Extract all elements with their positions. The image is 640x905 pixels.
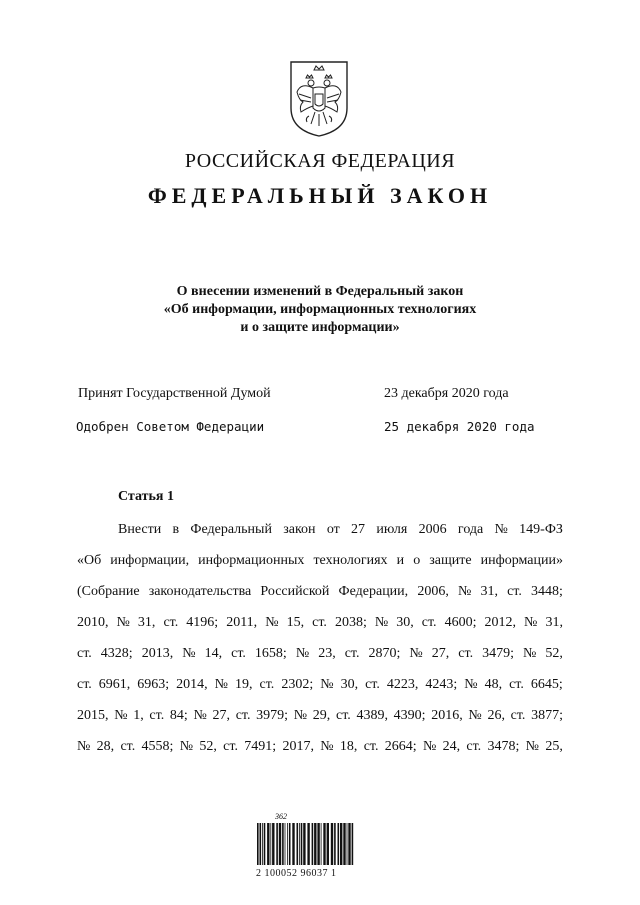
- article-word: информационных: [198, 553, 305, 568]
- article-word: 6963;: [137, 677, 170, 692]
- article-word: 2038;: [334, 615, 367, 630]
- article-word: ст.: [507, 584, 522, 599]
- article-word: 27,: [431, 646, 450, 661]
- barcode-bar: [292, 823, 294, 865]
- article-word: ст.: [421, 615, 437, 630]
- article-word: 2664;: [384, 739, 417, 754]
- article-word: года: [457, 522, 484, 537]
- article-word: №: [179, 739, 194, 754]
- article-word: ст.: [77, 646, 92, 661]
- article-word: 31,: [137, 615, 156, 630]
- barcode-bar: [282, 823, 284, 865]
- article-word: №: [468, 708, 482, 723]
- article-word: ст.: [363, 739, 379, 754]
- article-word: ст.: [458, 646, 474, 661]
- article-text-line: [77, 737, 563, 768]
- article-word: 2014,: [176, 677, 208, 692]
- barcode-bar: [323, 823, 325, 865]
- article-word: 52,: [199, 739, 217, 754]
- article-word: №: [114, 708, 128, 723]
- article-word: 15,: [286, 615, 305, 630]
- barcode-bar: [321, 823, 322, 865]
- article-word: ст.: [510, 708, 526, 723]
- article-word: в: [172, 522, 180, 537]
- article-word: июля: [376, 522, 408, 537]
- barcode-bar: [317, 823, 319, 865]
- article-word: 30,: [340, 677, 359, 692]
- barcode-bar: [338, 823, 340, 865]
- article-word: 31,: [480, 584, 498, 599]
- article-word: 4328;: [100, 646, 133, 661]
- article-word: о: [413, 553, 421, 568]
- article-word: 29,: [312, 708, 331, 723]
- article-word: ст.: [509, 677, 524, 692]
- article-word: защите: [429, 553, 472, 568]
- article-word: №: [525, 739, 540, 754]
- barcode-bar: [287, 823, 288, 865]
- barcode-bar: [299, 823, 300, 865]
- country-heading: РОССИЙСКАЯ ФЕДЕРАЦИЯ: [184, 150, 456, 172]
- article-word: информации,: [110, 553, 190, 568]
- barcode-bar: [267, 823, 269, 865]
- article-word: ст.: [149, 708, 165, 723]
- article-word: технологиях: [313, 553, 388, 568]
- article-word: «Об: [77, 553, 102, 568]
- article-word: 2011,: [226, 615, 258, 630]
- article-word: 2017,: [282, 739, 314, 754]
- article-text-line: [77, 520, 563, 551]
- article-word: 19,: [235, 677, 253, 692]
- article-word: №: [320, 677, 334, 692]
- article-word: 27: [351, 522, 366, 537]
- article-text-line: [77, 644, 563, 675]
- barcode-bar: [257, 823, 259, 865]
- article-text-line: [77, 613, 563, 644]
- article-word: 84;: [169, 708, 188, 723]
- subject-line: «Об информации, информационных технологиях: [163, 302, 477, 317]
- barcode-bar: [289, 823, 291, 865]
- barcode-bar: [347, 823, 348, 865]
- article-word: и: [396, 553, 405, 568]
- article-text-line: [77, 551, 563, 582]
- article-word: 23,: [318, 646, 336, 661]
- barcode-icon: [256, 823, 356, 865]
- article-word: ст.: [365, 677, 380, 692]
- article-word: от: [326, 522, 340, 537]
- article-word: Внести: [118, 522, 162, 537]
- article-word: Российской: [260, 584, 330, 599]
- article-word: 26,: [487, 708, 505, 723]
- article-word: информации»: [480, 553, 563, 568]
- article-word: ст.: [77, 677, 92, 692]
- article-word: №: [422, 739, 437, 754]
- article-word: №: [214, 677, 229, 692]
- article-word: 3479;: [482, 646, 514, 661]
- article-word: 4558;: [141, 739, 174, 754]
- barcode-bar: [331, 823, 333, 865]
- article-word: ст.: [312, 615, 327, 630]
- law-subject: [0, 283, 640, 337]
- article-word: 4389,: [356, 708, 388, 723]
- article-word: Федеральный: [190, 522, 272, 537]
- article-word: ст.: [120, 739, 136, 754]
- article-word: 3877;: [531, 708, 563, 723]
- article-body: [77, 520, 563, 768]
- article-word: 2302;: [281, 677, 314, 692]
- article-word: 30,: [396, 615, 414, 630]
- barcode-bar: [352, 823, 354, 865]
- article-word: 14,: [204, 646, 223, 661]
- barcode-bar: [340, 823, 342, 865]
- article-word: 2006: [418, 522, 447, 537]
- article-word: 2013,: [141, 646, 174, 661]
- article-word: №: [464, 677, 478, 692]
- article-word: 2016,: [431, 708, 463, 723]
- article-word: закон: [283, 522, 316, 537]
- subject-line: и о защите информации»: [240, 320, 400, 335]
- barcode-bar: [312, 823, 314, 865]
- article-word: 4223,: [386, 677, 419, 692]
- article-word: №: [77, 739, 91, 754]
- article-word: ст.: [235, 708, 251, 723]
- article-word: №: [374, 615, 389, 630]
- barcode-bar: [307, 823, 309, 865]
- article-word: №: [293, 708, 308, 723]
- barcode-bar: [301, 823, 303, 865]
- article-word: 7491;: [244, 739, 277, 754]
- article-word: 31,: [545, 615, 563, 630]
- barcode-bar: [270, 823, 271, 865]
- article-word: Федерации,: [338, 584, 409, 599]
- duma-adoption-label: Принят Государственной Думой: [78, 386, 271, 401]
- article-word: ст.: [223, 739, 238, 754]
- article-word: 2006,: [417, 584, 449, 599]
- article-word: №: [193, 708, 207, 723]
- article-word: 2015,: [77, 708, 109, 723]
- article-word: №: [523, 646, 537, 661]
- article-word: законодательства: [148, 584, 252, 599]
- article-word: 4196;: [186, 615, 219, 630]
- article-word: 4390;: [393, 708, 426, 723]
- article-word: 48,: [484, 677, 503, 692]
- barcode-number: 2 100052 96037 1: [256, 868, 337, 879]
- article-word: ст.: [231, 646, 246, 661]
- article-word: 2010,: [77, 615, 109, 630]
- article-word: ст.: [335, 708, 351, 723]
- article-word: (Собрание: [77, 584, 140, 599]
- article-word: 52,: [545, 646, 563, 661]
- article-word: №: [457, 584, 472, 599]
- article-word: 1658;: [254, 646, 287, 661]
- article-word: №: [524, 615, 538, 630]
- article-word: №: [494, 522, 508, 537]
- barcode-bar: [348, 823, 350, 865]
- article-word: ст.: [466, 739, 482, 754]
- article-word: 2012,: [484, 615, 517, 630]
- barcode-bar: [260, 823, 262, 865]
- barcode-bar: [334, 823, 336, 865]
- article-word: 3979;: [256, 708, 289, 723]
- barcode-bar: [314, 823, 316, 865]
- document-type-title: ФЕДЕРАЛЬНЫЙ ЗАКОН: [147, 183, 493, 208]
- article-word: 18,: [339, 739, 358, 754]
- barcode-bar: [264, 823, 266, 865]
- council-approval-label: Одобрен Советом Федерации: [76, 419, 265, 434]
- article-text-line: [77, 706, 563, 737]
- barcode-bar: [343, 823, 345, 865]
- barcode-bar: [262, 823, 263, 865]
- article-word: 24,: [442, 739, 461, 754]
- article-word: 6645;: [530, 677, 563, 692]
- article-word: ст.: [259, 677, 275, 692]
- article-word: №: [320, 739, 334, 754]
- article-word: 28,: [96, 739, 115, 754]
- article-word: №: [295, 646, 310, 661]
- article-word: 149-ФЗ: [519, 522, 563, 537]
- article-text-line: [77, 582, 563, 613]
- barcode-bar: [285, 823, 286, 865]
- barcode-handwritten-mark: 362: [275, 812, 287, 821]
- article-word: ст.: [344, 646, 360, 661]
- article-word: 4243;: [425, 677, 458, 692]
- article-word: 27,: [212, 708, 231, 723]
- article-word: №: [182, 646, 196, 661]
- article-word: 3448;: [531, 584, 563, 599]
- barcode-bar: [327, 823, 329, 865]
- article-word: 6961,: [98, 677, 131, 692]
- subject-line: О внесении изменений в Федеральный закон: [176, 284, 464, 299]
- council-approval-date: 25 декабря 2020 года: [384, 419, 535, 434]
- article-word: 1,: [133, 708, 144, 723]
- article-word: 25,: [545, 739, 563, 754]
- barcode-bar: [276, 823, 278, 865]
- barcode-bar: [272, 823, 274, 865]
- article-word: №: [409, 646, 423, 661]
- coat-of-arms-emblem: [287, 58, 351, 138]
- barcode-bar: [279, 823, 281, 865]
- article-word: №: [265, 615, 279, 630]
- article-word: №: [116, 615, 130, 630]
- article-heading: Статья 1: [118, 489, 174, 504]
- article-word: 2870;: [368, 646, 401, 661]
- article-text-line: [77, 675, 563, 706]
- barcode-bar: [297, 823, 299, 865]
- article-word: 4600;: [444, 615, 477, 630]
- article-word: ст.: [163, 615, 179, 630]
- barcode-bar: [303, 823, 305, 865]
- article-word: 3478;: [487, 739, 520, 754]
- duma-adoption-date: 23 декабря 2020 года: [384, 386, 509, 401]
